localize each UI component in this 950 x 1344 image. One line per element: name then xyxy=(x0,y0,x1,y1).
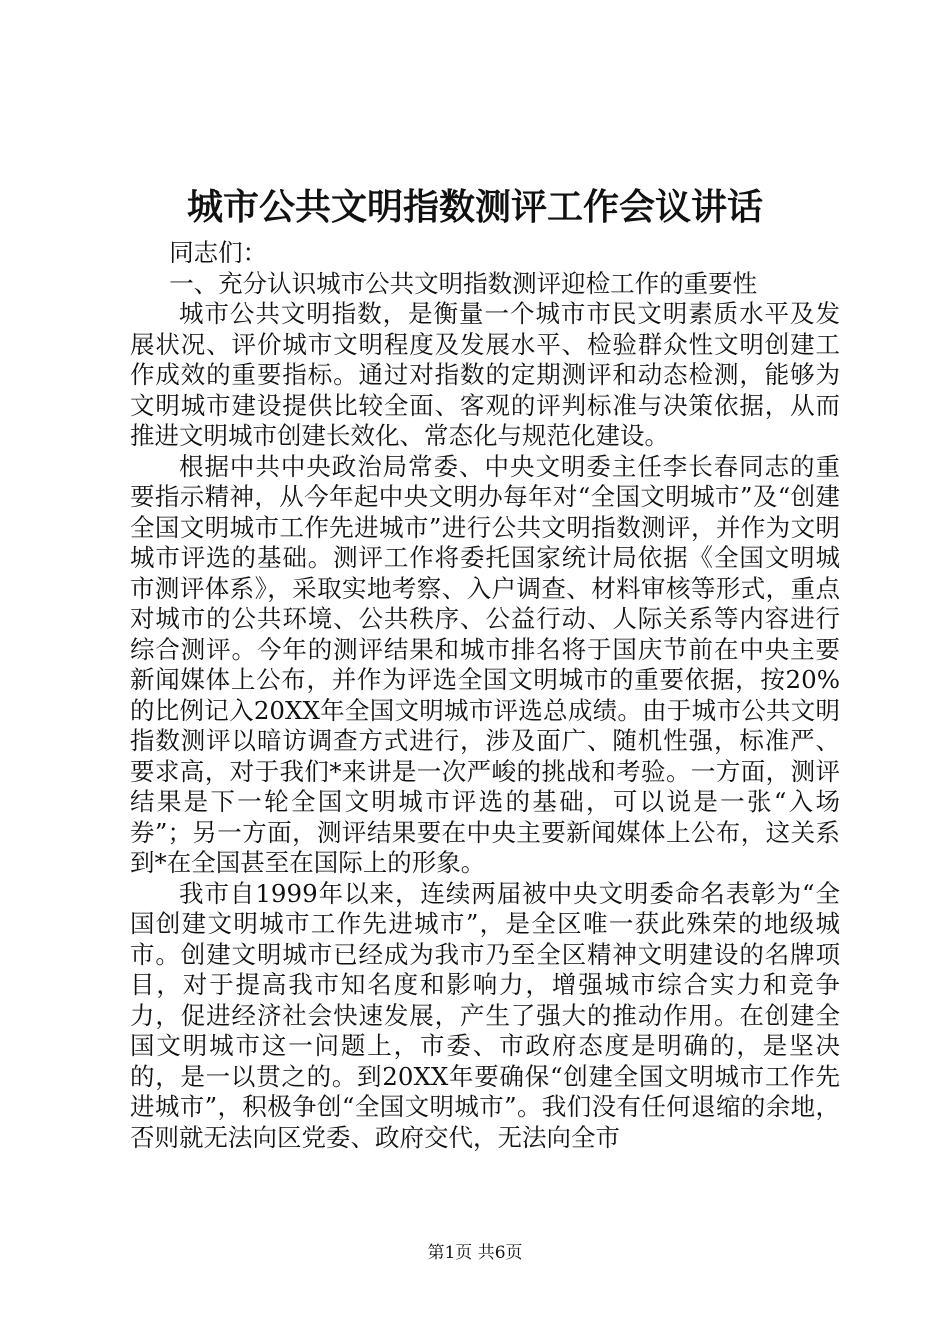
section-heading: 一、充分认识城市公共文明指数测评迎检工作的重要性 xyxy=(169,268,758,298)
paragraph: 我市自1999年以来，连续两届被中央文明委命名表彰为“全国创建文明城市工作先进城市”，是全区唯一获此殊荣的地级城市。创建文明城市已经成为我市乃至全区精神文明建设的名牌项目，对于提高我市知名度和影响力，增强城市综合实力和竞争力，促进经济社会快速发展，产生了强大的推动作用。在创建全国文明城市这一问题上，市委、市政府态度是明确的，是坚决的，是一以贯之的。到20XX年要确保“创建全国文明城市工作先进城市”，积极争创“全国文明城市”。我们没有任何退缩的余地，否则就无法向区党委、政府交代，无法向全市 xyxy=(130,878,840,1152)
document-body xyxy=(130,238,840,1153)
paragraph: 城市公共文明指数，是衡量一个城市市民文明素质水平及发展状况、评价城市文明程度及发展水平、检验群众性文明创建工作成效的重要指标。通过对指数的定期测评和动态检测，能够为文明城市建设提供比较全面、客观的评判标准与决策依据，从而推进文明城市创建长效化、常态化与规范化建设。 xyxy=(130,299,840,450)
paragraph: 根据中共中央政治局常委、中央文明委主任李长春同志的重要指示精神，从今年起中央文明办每年对“全国文明城市”及“创建全国文明城市工作先进城市”进行公共文明指数测评，并作为文明城市评选的基础。测评工作将委托国家统计局依据《全国文明城市测评体系》，采取实地考察、入户调查、材料审核等形式，重点对城市的公共环境、公共秩序、公益行动、人际关系等内容进行综合测评。今年的测评结果和城市排名将于国庆节前在中央主要新闻媒体上公布，并作为评选全国文明城市的重要依据，按20%的比例记入20XX年全国文明城市评选总成绩。由于城市公共文明指数测评以暗访调查方式进行，涉及面广、随机性强，标准严、要求高，对于我们*来讲是一次严峻的挑战和考验。一方面，测评结果是下一轮全国文明城市评选的基础，可以说是一张“入场券”；另一方面，测评结果要在中央主要新闻媒体上公布，这关系到*在全国甚至在国际上的形象。 xyxy=(130,451,840,877)
document-title: 城市公共文明指数测评工作会议讲话 xyxy=(186,186,763,228)
page-footer: 第1页 共6页 xyxy=(427,1243,523,1263)
salutation: 同志们： xyxy=(169,238,268,267)
